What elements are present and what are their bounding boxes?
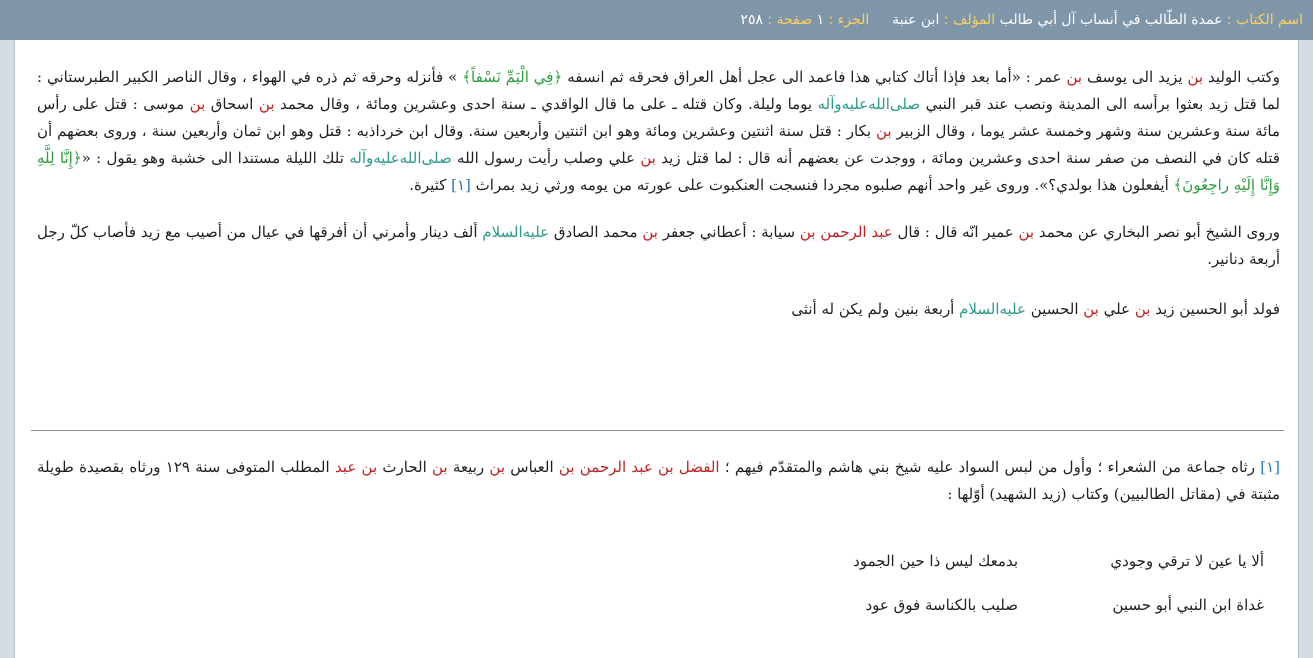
name-particle: بن	[189, 95, 206, 113]
name-particle: بن	[640, 149, 656, 167]
name-particle: بن	[489, 458, 505, 476]
text-segment: الحارث	[377, 458, 433, 476]
quran-verse: ﴿فِي الْيَمِّ نَسْفاً﴾	[462, 68, 563, 86]
name-particle: بن	[875, 122, 892, 140]
name-particle: بن	[258, 95, 275, 113]
author-label: المؤلف :	[939, 12, 996, 28]
poem-hemistich-first: غداة ابن النبي أبو حسين	[1112, 596, 1264, 614]
name-particle: بن	[1018, 223, 1035, 241]
name-particle: بن	[432, 458, 448, 476]
quran-verse: ﴿إِنَّا لِلَّهِ وَإِنَّا إِلَيْهِ راجِعُونَ﴾	[37, 149, 1280, 194]
part-label: الجزء :	[824, 12, 870, 28]
footnote-number: [١]	[1260, 458, 1281, 476]
text-segment: اسحاق	[205, 95, 259, 113]
poem-hemistich-second: بدمعك ليس ذا حين الجمود	[853, 552, 1018, 570]
text-segment: العباس	[505, 458, 559, 476]
author-name[interactable]: ابن عنبة	[892, 12, 940, 28]
text-segment: كثيرة.	[409, 176, 452, 194]
part-number: ١	[816, 12, 825, 28]
text-segment: موسى : قتل على رأس مائة سنة وعشرين سنة وشهر وخمسة عشر يوما ، وقال الزبير	[37, 95, 1280, 140]
poem-verse-2	[15, 596, 1300, 626]
book-info-header	[0, 0, 1313, 40]
text-segment: علي وصلب رأيت رسول الله	[451, 149, 641, 167]
text-segment: أربعة بنين ولم يكن له أنثى	[791, 300, 960, 318]
text-segment: وكتب الوليد	[1203, 68, 1281, 86]
paragraph-3	[37, 296, 1280, 323]
name-particle: عبد الرحمن بن	[799, 223, 893, 241]
honorific: عليه‌السلام	[959, 300, 1026, 318]
honorific: عليه‌السلام	[482, 223, 550, 241]
footnote	[37, 454, 1280, 508]
name-particle: الفضل بن عبد الرحمن بن	[558, 458, 720, 476]
text-segment: » فأنزله وحرقه ثم ذره في الهواء ، وقال الناصر الكبير الطبرستاني : لما قتل زيد بعثوا برأسه الى المدينة ونصب عند قبر النبي	[37, 68, 1280, 113]
name-particle: بن عبد	[334, 458, 378, 476]
text-segment: علي	[1098, 300, 1135, 318]
text-segment: فولد أبو الحسين زيد	[1150, 300, 1280, 318]
name-particle: بن	[1134, 300, 1151, 318]
poem-hemistich-first: ألا يا عين لا ترقي وجودي	[1110, 552, 1264, 570]
honorific: صلى‌الله‌عليه‌وآله	[349, 149, 452, 167]
text-segment: عمير انّه قال : قال	[892, 223, 1019, 241]
text-segment: يوما وليلة. وكان قتله ـ على ما قال الواقدي ـ سنة احدى وعشرين ومائة ، وقال محمد	[274, 95, 818, 113]
text-segment: ربيعة	[447, 458, 490, 476]
text-segment: تلك الليلة مستندا الى خشبة وهو يقول : «	[81, 149, 350, 167]
text-segment: الحسين	[1025, 300, 1084, 318]
footnote-link[interactable]: [١]	[451, 176, 471, 194]
book-label: اسم الكتاب :	[1222, 12, 1303, 28]
page-body	[37, 64, 1280, 323]
book-page-panel	[14, 40, 1299, 658]
text-segment: وروى الشيخ أبو نصر البخاري عن محمد	[1034, 223, 1281, 241]
name-particle: بن	[1083, 300, 1099, 318]
text-segment: ألف دينار وأمرني أن أفرقها في عيال من أصيب مع زيد فأصاب كلّ رجل أربعة دنانير.	[37, 223, 1280, 268]
text-segment: رثاه جماعة من الشعراء ؛ وأول من لبس السواد عليه شيخ بني هاشم والمتقدّم فيهم ؛	[719, 458, 1261, 476]
name-particle: بن	[1066, 68, 1083, 86]
book-title[interactable]: عمدة الطّالب في أنساب آل أبي طالب	[999, 12, 1223, 28]
honorific: صلى‌الله‌عليه‌وآله	[817, 95, 921, 113]
page-label: صفحة :	[762, 12, 813, 28]
text-segment: سيابة : أعطاني جعفر	[657, 223, 800, 241]
paragraph-2	[37, 219, 1280, 273]
paragraph-1	[37, 64, 1280, 199]
text-segment: عمر : «أما بعد فإذا أتاك كتابي هذا فاعمد الى عجل أهل العراق فحرقه ثم انسفه	[562, 68, 1067, 86]
text-segment: بكار : قتل سنة اثنتين وعشرين ومائة وهو ابن اثنتين وأربعين سنة. وقال ابن خرداذبه : قتل وهو ابن ثمان وأربعين سنة ، وروى بعضهم أن قتله كان في النصف من صفر سنة احدى وعشرين ومائة ، ووجدت عن بعضهم أنه قال : لما قتل زيد	[37, 122, 1280, 167]
footnote-divider	[31, 430, 1284, 431]
text-segment: أيفعلون هذا بولدي؟». وروى غير واحد أنهم صلبوه مجردا فنسجت العنكبوت على عورته من يومه ورثي زيد بمراث	[470, 176, 1174, 194]
page-number: ٢٥٨	[740, 12, 763, 28]
name-particle: بن	[642, 223, 658, 241]
text-segment: يزيد الى يوسف	[1082, 68, 1188, 86]
text-segment: المطلب المتوفى سنة ١٢٩ ورثاه بقصيدة طويلة مثبتة في (مقاتل الطالبيين) وكتاب (زيد الشهيد) أوّلها :	[37, 458, 1280, 503]
poem-hemistich-second: صليب بالكناسة فوق عود	[865, 596, 1018, 614]
poem-verse-1	[15, 552, 1300, 582]
name-particle: بن	[1187, 68, 1204, 86]
text-segment: محمد الصادق	[549, 223, 643, 241]
